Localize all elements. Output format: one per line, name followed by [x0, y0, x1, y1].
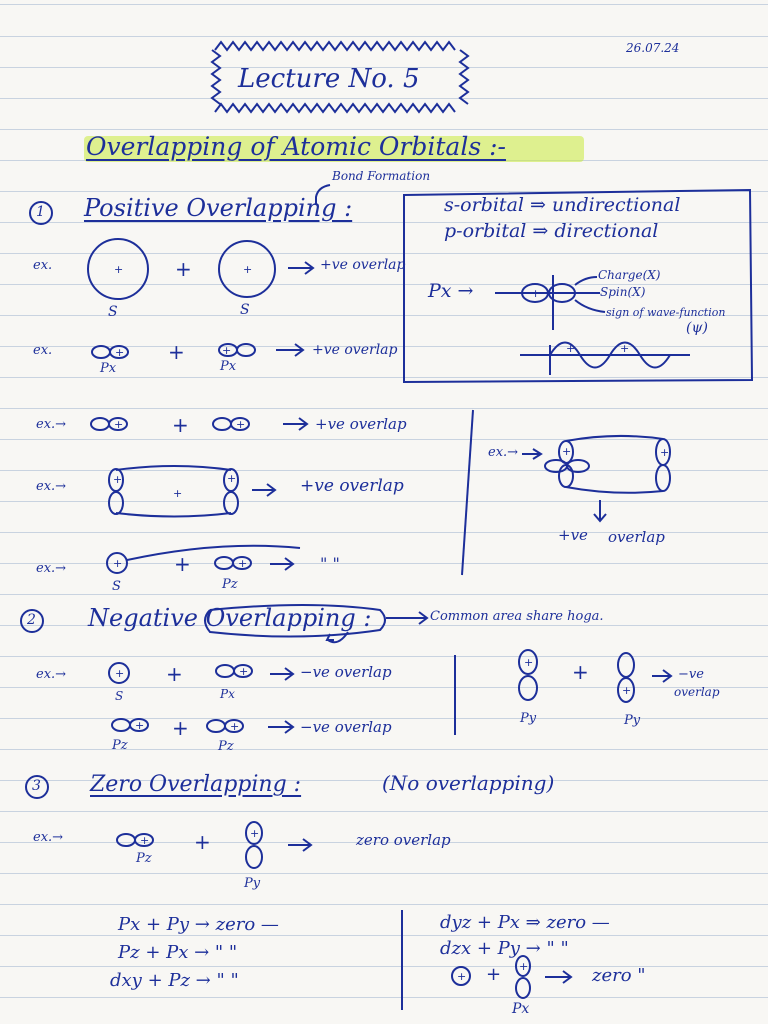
neg2-label-1: Pz	[112, 738, 128, 753]
svg-text:+: +	[115, 346, 125, 359]
zero1-result: zero overlap	[356, 831, 451, 849]
s-orbital-note: s-orbital ⇒ undirectional	[444, 194, 681, 216]
svg-text:+: +	[114, 263, 124, 276]
neg2-result: −ve overlap	[300, 718, 392, 736]
svg-text:+: +	[562, 445, 572, 458]
side-result-1: +ve	[558, 526, 588, 544]
pos1-label-2: S	[240, 302, 250, 318]
p-orbital-note: p-orbital ⇒ directional	[444, 220, 659, 242]
svg-text:+: +	[222, 344, 232, 357]
charge-note: Charge(X)	[598, 268, 661, 282]
summary-left-1: Px + Py → zero —	[118, 914, 279, 935]
svg-text:+: +	[239, 665, 249, 678]
svg-text:+: +	[250, 827, 260, 840]
svg-text:+: +	[115, 667, 125, 680]
svg-text:+: +	[135, 719, 145, 732]
plus-2: +	[168, 340, 185, 364]
bond-formation-note: Bond Formation	[332, 169, 431, 183]
svg-text:+: +	[243, 263, 253, 276]
neg2-label-2: Pz	[218, 739, 234, 754]
section-3-note: (No overlapping)	[382, 771, 555, 795]
pos2-label-2: Px	[220, 359, 237, 374]
svg-text:+: +	[531, 287, 541, 300]
ex-label-2: ex.	[33, 343, 53, 358]
ex-label-4: ex.→	[36, 479, 67, 494]
svg-text:+: +	[230, 720, 240, 733]
pos3-result: +ve overlap	[315, 415, 407, 433]
svg-text:+: +	[620, 342, 630, 355]
neg1-label-1: S	[115, 689, 124, 703]
ex-label-8: ex.→	[33, 830, 64, 845]
pos2-label-1: Px	[100, 361, 117, 376]
zero1-label-1: Pz	[136, 851, 152, 866]
svg-text:+: +	[140, 834, 150, 847]
svg-text:+: +	[566, 342, 576, 355]
svg-text:+: +	[660, 446, 670, 459]
s-orbital-2	[219, 241, 275, 297]
page-heading: Overlapping of Atomic Orbitals :-	[86, 132, 506, 161]
ex-label-6: ex.→	[36, 667, 67, 682]
lecture-title: Lecture No. 5	[238, 64, 420, 94]
svg-text:+: +	[622, 684, 632, 697]
pos2-result: +ve overlap	[312, 342, 398, 358]
section-3-title: Zero Overlapping :	[90, 772, 302, 797]
summary-right-1: dyz + Px ⇒ zero —	[440, 912, 610, 933]
plus-1: +	[175, 257, 192, 281]
neg-side-label-1: Py	[520, 711, 537, 726]
summary-right-plus: +	[486, 964, 502, 985]
plus-5: +	[174, 552, 191, 576]
pos1-label-1: S	[108, 304, 118, 320]
spin-note: Spin(X)	[600, 285, 646, 299]
summary-left-3: dxy + Pz → " "	[110, 970, 239, 991]
plus-7: +	[172, 716, 189, 740]
section-1-title: Positive Overlapping :	[84, 194, 353, 222]
pos5-result: " "	[320, 554, 340, 573]
neg1-result: −ve overlap	[300, 663, 392, 681]
px-note: Px →	[428, 280, 474, 302]
plus-neg-side: +	[572, 660, 589, 684]
neg-side-result-1: −ve	[678, 667, 704, 682]
svg-text:+: +	[457, 970, 467, 983]
section-2-title: Negative Overlapping :	[88, 604, 372, 632]
svg-text:+: +	[238, 557, 248, 570]
section-2-note: Common area share hoga.	[430, 609, 604, 624]
summary-right-3: zero "	[592, 965, 646, 986]
svg-text:+: +	[236, 418, 246, 431]
sign-note: sign of wave-function	[606, 306, 726, 319]
neg-side-label-2: Py	[624, 713, 641, 728]
ex-label-side: ex.→	[488, 445, 519, 460]
ex-label-3: ex.→	[36, 417, 67, 432]
svg-text:+: +	[113, 557, 123, 570]
pos5-label-1: S	[112, 579, 121, 594]
svg-text:+: +	[114, 418, 124, 431]
divider-1	[462, 410, 473, 575]
neg1-label-2: Px	[220, 687, 235, 701]
section-2-number: 2	[27, 612, 36, 628]
ex-label-5: ex.→	[36, 561, 67, 576]
date: 26.07.24	[626, 41, 680, 55]
plus-3: +	[172, 413, 189, 437]
svg-text:+: +	[524, 656, 534, 669]
pos4-result: +ve overlap	[300, 476, 404, 496]
summary-right-2: dzx + Py → " "	[440, 938, 569, 959]
pos5-label-2: Pz	[222, 577, 238, 592]
section-3-number: 3	[32, 778, 41, 794]
neg-side-result-2: overlap	[674, 685, 720, 699]
ex-label-1: ex.	[33, 258, 53, 273]
svg-text:+: +	[113, 473, 123, 486]
svg-text:+: +	[173, 487, 183, 500]
s-orbital-1	[88, 239, 148, 299]
section-1-number: 1	[36, 204, 45, 220]
plus-8: +	[194, 830, 211, 854]
summary-left-2: Pz + Px → " "	[118, 942, 238, 963]
psi-note: (ψ)	[686, 320, 708, 336]
plus-6: +	[166, 662, 183, 686]
pos1-result: +ve overlap	[320, 257, 406, 273]
zero1-label-2: Py	[244, 876, 261, 891]
summary-right-label: Px	[512, 1001, 530, 1017]
svg-text:+: +	[227, 472, 237, 485]
svg-text:+: +	[519, 960, 529, 973]
side-result-2: overlap	[608, 528, 665, 546]
